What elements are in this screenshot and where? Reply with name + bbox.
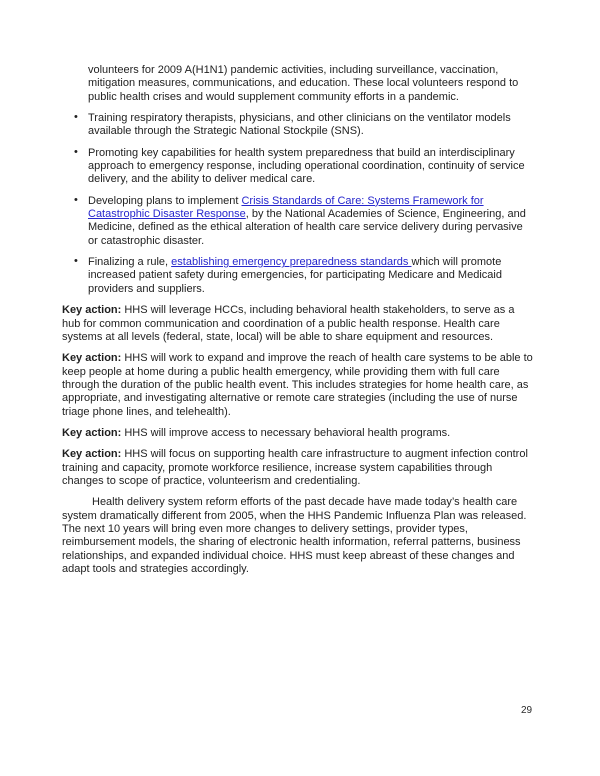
key-action-text: HHS will work to expand and improve the reach of health care systems to be able to keep people at home during a public health emergency, while providing them with full care through the duration of the public health event. This includes strategies for home health care, as appropriate, and investigating alternative or remote care strategies (including the use of nurse triage phone lines, and telehealth). bbox=[62, 352, 533, 418]
bullet-item-developing bbox=[62, 195, 533, 248]
bullet-text-pre: Developing plans to implement bbox=[88, 194, 242, 207]
bullet-icon: • bbox=[74, 111, 78, 124]
page-number: 29 bbox=[521, 705, 533, 716]
crisis-standards-of-care-link[interactable]: Crisis Standards of Care: Systems Framework for Catastrophic Disaster Response bbox=[88, 194, 484, 221]
key-action-paragraph-3 bbox=[62, 427, 533, 440]
bullet-text-pre: Finalizing a rule, bbox=[88, 256, 172, 269]
key-action-label: Key action: bbox=[62, 448, 122, 461]
closing-paragraph: Health delivery system reform efforts of the past decade have made today’s health care system dramatically different from 2005, when the HHS Pandemic Influenza Plan was released. The next 10 years will bring even more changes to delivery settings, provider types, reimbursement models, the sharing of electronic health information, referral patterns, business relationships, and expanded individual choice. HHS must keep abreast of these changes and adapt tools and strategies accordingly. bbox=[62, 496, 527, 575]
bullet-text-post: , by the National Academies of Science, Engineering, and Medicine, defined as the ethical alteration of health care service delivery during pervasive or catastrophic disaster. bbox=[88, 208, 526, 247]
bullet-icon: • bbox=[74, 145, 78, 158]
bullet-text: Promoting key capabilities for health system preparedness that build an interdisciplinary approach to emergency response, including operational coordination, continuity of service delivery, and the ability to deliver medical care. bbox=[88, 146, 525, 186]
bullet-item-finalizing bbox=[62, 256, 533, 296]
page-content bbox=[62, 64, 533, 584]
bullet-text: Training respiratory therapists, physicians, and other clinicians on the ventilator models available through the Strategic National Stockpile (SNS). bbox=[88, 112, 511, 138]
emergency-preparedness-standards-link[interactable]: establishing emergency preparedness standards bbox=[171, 256, 412, 269]
key-action-text: HHS will improve access to necessary behavioral health programs. bbox=[121, 426, 451, 439]
bullet-text-post: which will promote increased patient safety during emergencies, for participating Medicare and Medicaid providers and suppliers. bbox=[88, 256, 502, 295]
bullet-icon: • bbox=[74, 193, 78, 206]
key-action-label: Key action: bbox=[62, 426, 122, 439]
key-action-text: HHS will leverage HCCs, including behavioral health stakeholders, to serve as a hub for common communication and coordination of a public health response. Health care systems at all levels (federal, state, local) will be able to share equipment and resources. bbox=[62, 304, 515, 343]
key-action-label: Key action: bbox=[62, 304, 122, 317]
continuation-paragraph: volunteers for 2009 A(H1N1) pandemic activities, including surveillance, vaccination, mitigation measures, communications, and education. These local volunteers respond to public health crises and would supplement community efforts in a pandemic. bbox=[88, 64, 519, 103]
bullet-item-promoting bbox=[62, 147, 533, 187]
bullet-item-training bbox=[62, 112, 533, 139]
key-action-label: Key action: bbox=[62, 352, 122, 365]
key-action-paragraph-2 bbox=[62, 352, 533, 419]
bullet-icon: • bbox=[74, 255, 78, 268]
key-action-paragraph-4 bbox=[62, 448, 533, 488]
key-action-paragraph-1 bbox=[62, 304, 533, 344]
key-action-text: HHS will focus on supporting health care infrastructure to augment infection control training and capacity, promote workforce resilience, increase system capabilities through changes to scope of practice, volunteerism and credentialing. bbox=[62, 448, 528, 487]
